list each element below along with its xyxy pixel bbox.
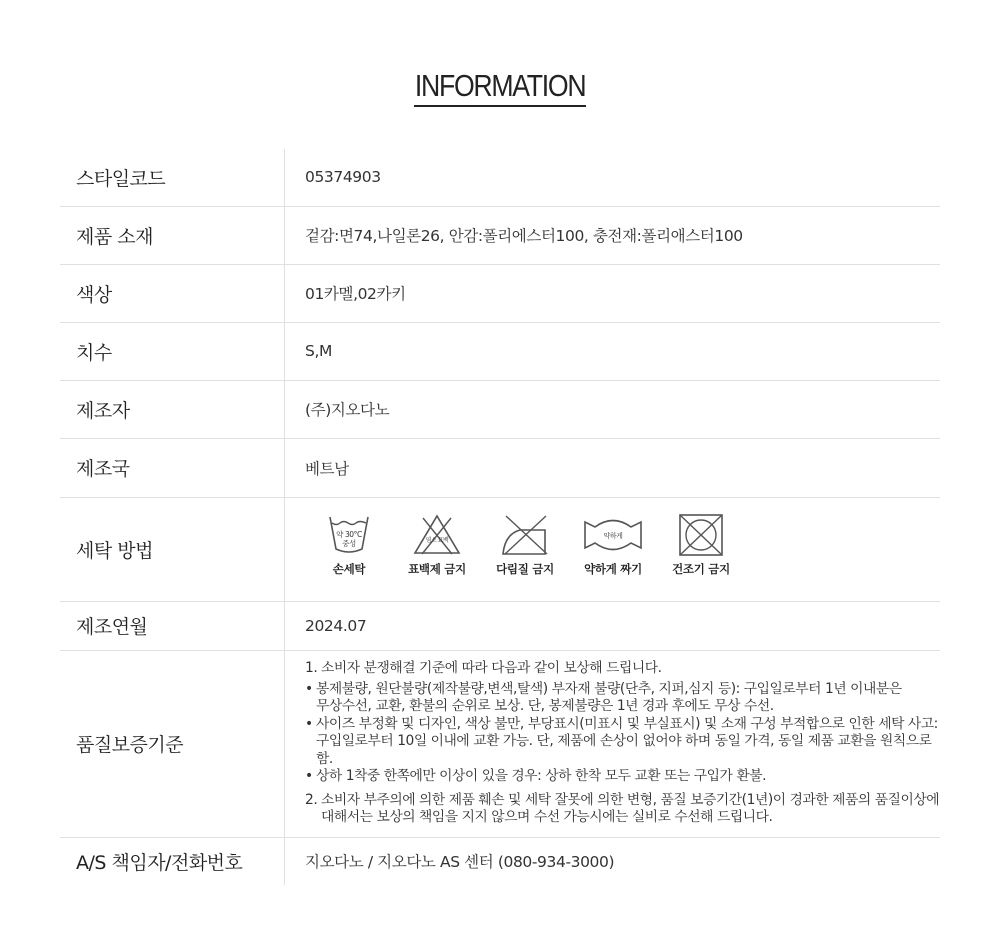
table-row <box>60 438 940 497</box>
table-row <box>60 497 940 601</box>
no-iron-icon <box>500 514 550 556</box>
row-label-washing: 세탁 방법 <box>60 497 285 601</box>
row-label-date: 제조연월 <box>60 601 285 650</box>
row-label-as: A/S 책임자/전화번호 <box>60 837 285 885</box>
warranty-item-2: 2. 소비자 부주의에 의한 제품 훼손 및 세탁 잘못에 의한 변형, 품질 보증기간(1년)이 경과한 제품의 품질이상에 대해서는 보상의 책임을 지지 않으며 수선 가능시에는 실비로 수선해 드립니다. <box>305 791 940 826</box>
row-value-material: 겉감:면74,나일론26, 안감:폴리에스터100, 충전재:폴리애스터100 <box>285 206 941 264</box>
care-caption: 건조기 금지 <box>672 561 730 576</box>
row-label-size: 치수 <box>60 322 285 380</box>
table-row <box>60 264 940 322</box>
row-label-color: 색상 <box>60 264 285 322</box>
care-caption: 다림질 금지 <box>496 561 554 576</box>
row-value-washing <box>285 497 941 601</box>
care-no-tumble-dry <box>657 514 745 577</box>
row-value-size: S,M <box>285 322 941 380</box>
care-no-iron <box>481 514 569 577</box>
no-tumble-dry-icon <box>678 514 724 556</box>
table-row <box>60 601 940 650</box>
svg-text:약 30°C: 약 30°C <box>336 529 362 539</box>
svg-text:약하게: 약하게 <box>603 531 623 540</box>
svg-text:중성: 중성 <box>342 538 356 548</box>
row-value-color: 01카멜,02카키 <box>285 264 941 322</box>
row-value-maker: (주)지오다노 <box>285 380 941 438</box>
row-label-material: 제품 소재 <box>60 206 285 264</box>
row-value-as: 지오다노 / 지오다노 AS 센터 (080-934-3000) <box>305 853 615 872</box>
table-row <box>60 206 940 264</box>
page-title: INFORMATION <box>414 68 586 107</box>
warranty-bullet: • 사이즈 부정확 및 디자인, 색상 불만, 부당표시(미표시 및 부실표시) 및 소재 구성 부적합으로 인한 세탁 사고: 구입일로부터 10일 이내에 교환 가능. 단, 제품에 손상이 없어야 하며 동일 가격, 동일 제품 교환을 원칙으로 함. <box>305 715 938 767</box>
row-value-country: 베트남 <box>285 438 941 497</box>
table-row <box>60 650 940 837</box>
hand-wash-30-icon <box>327 514 371 556</box>
row-value-style-code: 05374903 <box>285 149 941 206</box>
care-icons <box>305 514 940 577</box>
info-table <box>60 149 940 885</box>
warranty-text <box>305 660 940 827</box>
table-row <box>60 837 940 885</box>
care-caption: 표백제 금지 <box>408 561 466 576</box>
care-gentle-wring <box>569 514 657 577</box>
care-caption: 약하게 짜기 <box>584 561 642 576</box>
care-caption: 손세탁 <box>332 561 366 576</box>
row-label-country: 제조국 <box>60 438 285 497</box>
row-label-maker: 제조자 <box>60 380 285 438</box>
care-hand-wash <box>305 514 393 577</box>
svg-text:표백: 표백 <box>437 536 449 544</box>
gentle-wring-icon <box>583 514 643 556</box>
title-wrap <box>0 68 1000 107</box>
row-value-date: 2024.07 <box>285 601 941 650</box>
row-label-warranty: 품질보증기준 <box>60 650 285 837</box>
table-row <box>60 322 940 380</box>
warranty-item-1: 1. 소비자 분쟁해결 기준에 따라 다음과 같이 보상해 드립니다. <box>305 660 662 677</box>
no-bleach-icon <box>412 514 462 556</box>
table-row <box>60 149 940 206</box>
table-row <box>60 380 940 438</box>
warranty-bullet: • 봉제불량, 원단불량(제작불량,변색,탈색) 부자재 불량(단추, 지퍼,심지 등): 구입일로부터 1년 이내분은 무상수선, 교환, 환불의 순위로 보상. 단, 봉제불량은 1년 경과 후에도 무상 수선. <box>305 680 902 715</box>
care-no-bleach <box>393 514 481 577</box>
row-value-warranty <box>285 650 941 837</box>
warranty-bullet: • 상하 1착중 한쪽에만 이상이 있을 경우: 상하 한착 모두 교환 또는 구입가 환불. <box>305 768 767 785</box>
svg-text:염소: 염소 <box>425 536 437 544</box>
row-label-style-code: 스타일코드 <box>60 149 285 206</box>
